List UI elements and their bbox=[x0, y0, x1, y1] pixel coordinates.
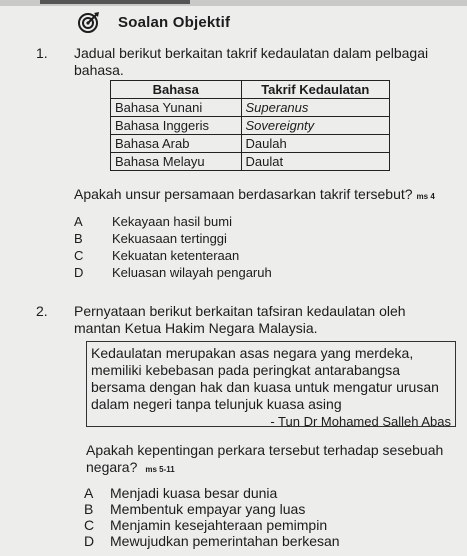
table-row bbox=[111, 117, 390, 135]
option-letter: B bbox=[84, 501, 94, 517]
q2-question-line1: Apakah kepentingan perkara tersebut terhadap sesebuah bbox=[86, 442, 444, 458]
q1-option-c[interactable] bbox=[74, 247, 272, 264]
q2-option-d[interactable] bbox=[84, 533, 340, 549]
table-cell-bahasa: Bahasa Melayu bbox=[111, 153, 242, 171]
option-letter: A bbox=[74, 214, 83, 229]
option-letter: D bbox=[74, 265, 84, 280]
table-cell-takrif: Daulat bbox=[241, 153, 389, 171]
quote-line: dalam negeri tanpa telunjuk kuasa asing bbox=[91, 396, 342, 412]
target-icon bbox=[78, 11, 100, 33]
option-text: Mewujudkan pemerintahan berkesan bbox=[110, 533, 340, 549]
option-text: Kekayaan hasil bumi bbox=[112, 214, 232, 229]
quote-line: Kedaulatan merupakan asas negara yang merdeka, bbox=[91, 345, 414, 361]
q2-ms-ref: ms 5-11 bbox=[145, 465, 175, 474]
quote-attribution: - Tun Dr Mohamed Salleh Abas bbox=[270, 414, 451, 429]
table-row bbox=[111, 153, 390, 171]
quote-line: memiliki kebebasan pada peringkat antarabangsa bbox=[91, 362, 400, 378]
q2-question-line2 bbox=[86, 459, 175, 478]
option-text: Membentuk empayar yang luas bbox=[110, 501, 306, 517]
q1-question bbox=[74, 186, 435, 205]
section-title: Soalan Objektif bbox=[118, 13, 231, 31]
q1-options bbox=[74, 213, 272, 281]
option-letter: C bbox=[84, 517, 95, 533]
table-cell-takrif: Sovereignty bbox=[241, 117, 389, 135]
q1-option-a[interactable] bbox=[74, 213, 272, 230]
q2-option-c[interactable] bbox=[84, 517, 340, 533]
q1-stem-line2: bahasa. bbox=[74, 62, 124, 78]
q2-stem-line2: mantan Ketua Hakim Negara Malaysia. bbox=[74, 320, 318, 336]
q2-number: 2. bbox=[36, 303, 48, 319]
table-cell-takrif: Daulah bbox=[241, 135, 389, 153]
table-header: Takrif Kedaulatan bbox=[241, 81, 389, 99]
table-cell-bahasa: Bahasa Inggeris bbox=[111, 117, 242, 135]
q1-stem-line1: Jadual berikut berkaitan takrif kedaulatan dalam pelbagai bbox=[74, 45, 429, 61]
q1-option-b[interactable] bbox=[74, 230, 272, 247]
table-row bbox=[111, 135, 390, 153]
option-letter: C bbox=[74, 248, 84, 263]
table-cell-bahasa: Bahasa Arab bbox=[111, 135, 242, 153]
option-text: Kekuatan ketenteraan bbox=[112, 248, 240, 263]
option-letter: B bbox=[74, 231, 83, 246]
table-cell-takrif: Superanus bbox=[241, 99, 389, 117]
q2-option-a[interactable] bbox=[84, 485, 340, 501]
table-header: Bahasa bbox=[111, 81, 242, 99]
top-edge-mark bbox=[40, 0, 190, 4]
option-text: Menjamin kesejahteraan pemimpin bbox=[110, 517, 328, 533]
section-header bbox=[78, 10, 230, 34]
q1-ms-ref: ms 4 bbox=[416, 192, 435, 201]
option-text: Kekuasaan tertinggi bbox=[112, 231, 227, 246]
q2-question-text: negara? bbox=[86, 459, 138, 475]
table-cell-bahasa: Bahasa Yunani bbox=[111, 99, 242, 117]
q1-table bbox=[110, 80, 390, 171]
q2-stem-line1: Pernyataan berikut berkaitan tafsiran kedaulatan oleh bbox=[74, 303, 406, 319]
top-edge bbox=[0, 0, 467, 6]
q1-question-text: Apakah unsur persamaan berdasarkan takrif tersebut? bbox=[74, 186, 413, 202]
quote-line: bersama dengan hak dan kuasa untuk mengatur urusan bbox=[91, 379, 439, 395]
q2-options bbox=[84, 485, 340, 549]
option-text: Keluasan wilayah pengaruh bbox=[112, 265, 272, 280]
q2-option-b[interactable] bbox=[84, 501, 340, 517]
q1-number: 1. bbox=[36, 45, 48, 61]
table-header-row bbox=[111, 81, 390, 99]
table-row bbox=[111, 99, 390, 117]
option-letter: D bbox=[84, 533, 95, 549]
option-letter: A bbox=[84, 485, 94, 501]
q1-option-d[interactable] bbox=[74, 264, 272, 281]
q2-quote-box bbox=[86, 341, 456, 427]
option-text: Menjadi kuasa besar dunia bbox=[110, 485, 278, 501]
